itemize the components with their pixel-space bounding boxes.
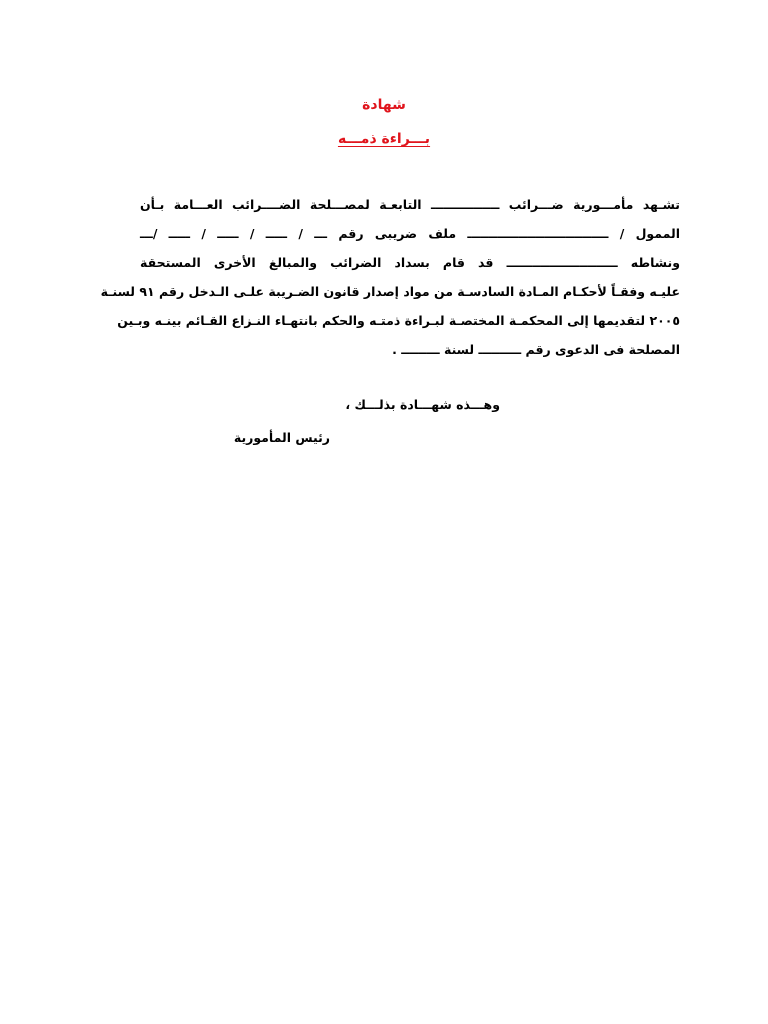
body-line-3: ونشاطه ــــــــــــــــــــــــــ قد قام بسداد الضرائب والمبالغ الأخرى المستحقة bbox=[140, 255, 680, 270]
body-line-4: عليـه وفقـاً لأحكـام المـادة السادسـة من مواد إصدار قانون الضـريبة علـى الـدخل رقم ٩١ لسنـة bbox=[100, 284, 680, 299]
certificate-title-text: شهادة bbox=[362, 97, 406, 113]
signature-label: رئيس المأمورية bbox=[233, 430, 330, 445]
body-line-5: ٢٠٠٥ لتقديمها إلى المحكمـة المختصـة لبـراءة ذمتـه والحكم بانتهـاء النـزاع القـائم بينـه وبـين bbox=[117, 313, 680, 328]
closing-statement: وهـــذه شهـــادة بذلـــك ، bbox=[345, 397, 500, 412]
body-line-2: الممول / ـــــــــــــــــــــــــــــــــ ملف ضريبى رقم ـــ / ـــــ / ـــــ / ـــــ /ـــ bbox=[140, 226, 680, 241]
certificate-subtitle-text: بـــراءة ذمـــه bbox=[337, 131, 431, 147]
body-line-1: تشـهد مأمـــورية ضـــرائب ــــــــــــــــ التابعـة لمصـــلحة الضــــرائب العـــامة بـأن bbox=[140, 197, 680, 212]
certificate-title bbox=[0, 97, 768, 113]
certificate-subtitle bbox=[0, 131, 768, 147]
body-line-6: المصلحة فى الدعوى رقم ــــــــــ لسنة ـــــــــ . bbox=[392, 342, 680, 357]
